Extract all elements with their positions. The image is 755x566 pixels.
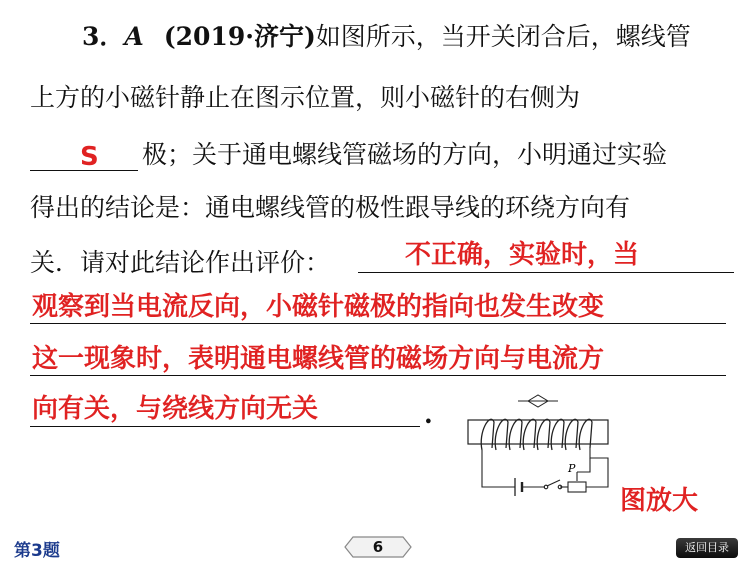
question-text-5: 关．请对此结论作出评价： xyxy=(30,248,331,277)
evaluation-answer-2: 观察到当电流反向，小磁针磁极的指向也发生改变 xyxy=(32,292,605,322)
evaluation-answer-3: 这一现象时，表明通电螺线管的磁场方向与电流方 xyxy=(32,344,605,374)
question-text-1: 如图所示，当开关闭合后，螺线管 xyxy=(315,22,691,51)
evaluation-blank-3 xyxy=(30,375,726,376)
circuit-wires xyxy=(482,448,608,487)
enlarge-figure-button[interactable]: 图放大 xyxy=(620,486,699,516)
question-line-2 xyxy=(30,83,580,113)
answer-letter: A xyxy=(124,22,144,51)
question-text-4: 得出的结论是：通电螺线管的极性跟导线的环绕方向有 xyxy=(30,193,631,222)
battery-icon xyxy=(515,478,522,496)
question-tab[interactable]: 第3题 xyxy=(14,541,60,561)
question-line-4 xyxy=(30,193,630,223)
page-number-badge xyxy=(343,535,413,559)
evaluation-blank-4 xyxy=(30,426,420,427)
switch-icon xyxy=(544,480,562,489)
solenoid-coil xyxy=(481,419,592,450)
solenoid-circuit-diagram xyxy=(460,392,620,502)
end-period: . xyxy=(424,400,433,429)
rheostat-label: P xyxy=(568,462,576,475)
question-text-3: 极；关于通电螺线管磁场的方向，小明通过实验 xyxy=(142,140,668,169)
page-number: 6 xyxy=(372,538,384,556)
evaluation-blank-2 xyxy=(30,323,726,324)
return-to-toc-button[interactable]: 返回目录 xyxy=(676,538,738,558)
evaluation-answer-1: 不正确，实验时，当 xyxy=(405,240,640,270)
evaluation-blank-1 xyxy=(358,272,734,273)
question-line-5 xyxy=(30,248,330,278)
question-text-2: 上方的小磁针静止在图示位置，则小磁针的右侧为 xyxy=(30,83,581,112)
evaluation-answer-4: 向有关，与绕线方向无关 xyxy=(32,394,319,424)
question-number: 3 xyxy=(82,22,100,51)
compass-needle-icon xyxy=(518,395,558,407)
pole-answer: S xyxy=(80,142,99,172)
question-line-3 xyxy=(142,140,667,170)
question-line-1: 3．A (2019·济宁)如图所示，当开关闭合后，螺线管 xyxy=(82,22,691,51)
question-source: (2019·济宁) xyxy=(163,22,316,51)
